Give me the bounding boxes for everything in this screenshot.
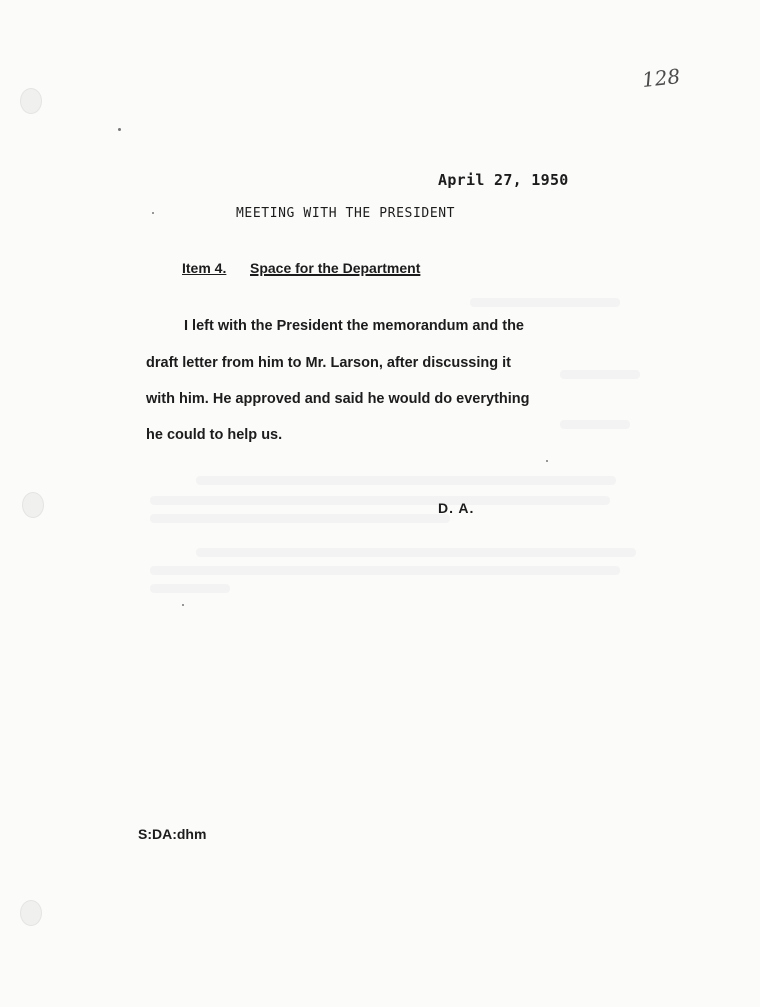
bleed-through-mark bbox=[150, 566, 620, 575]
speck bbox=[546, 460, 548, 462]
speck bbox=[182, 604, 184, 606]
bleed-through-mark bbox=[560, 370, 640, 379]
page-title: MEETING WITH THE PRESIDENT bbox=[236, 206, 456, 221]
body-line: with him. He approved and said he would do everything bbox=[146, 391, 530, 407]
punch-hole bbox=[20, 88, 42, 114]
body-line: I left with the President the memorandum and the bbox=[184, 318, 524, 334]
bleed-through-mark bbox=[150, 496, 610, 505]
bleed-through-mark bbox=[150, 514, 450, 523]
body-line: he could to help us. bbox=[146, 427, 283, 443]
bleed-through-mark bbox=[196, 548, 636, 557]
bleed-through-mark bbox=[196, 476, 616, 485]
signature-initials: D. A. bbox=[438, 500, 475, 516]
bleed-through-mark bbox=[560, 420, 630, 429]
date: April 27, 1950 bbox=[438, 171, 569, 189]
item-title: Space for the Department bbox=[250, 260, 421, 276]
speck bbox=[118, 128, 121, 131]
page-number: 128 bbox=[640, 64, 682, 92]
bleed-through-mark bbox=[150, 584, 230, 593]
reference-initials: S:DA:dhm bbox=[138, 826, 207, 842]
punch-hole bbox=[20, 900, 42, 926]
speck bbox=[152, 212, 154, 214]
body-line: draft letter from him to Mr. Larson, after discussing it bbox=[146, 355, 511, 371]
bleed-through-mark bbox=[470, 298, 620, 307]
item-label: Item 4. bbox=[182, 260, 227, 276]
punch-hole bbox=[22, 492, 44, 518]
